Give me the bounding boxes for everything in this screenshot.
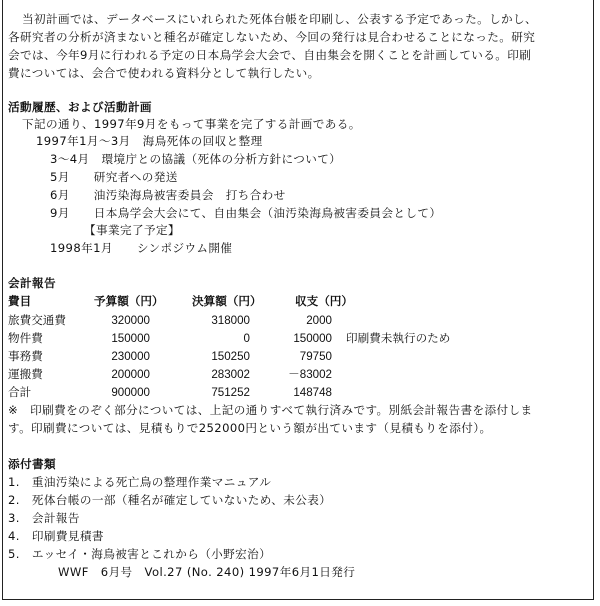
accounting-remark-2: す。印刷費については、見積もりで252000円という額が出ています（見積もりを添付）。 xyxy=(8,421,492,435)
table-cell-item: 運搬費 xyxy=(8,367,43,381)
table-cell-item: 合計 xyxy=(8,385,32,399)
table-cell-balance: 148748 xyxy=(293,386,332,399)
activity-item: 6月 油汚染海鳥被害委員会 打ち合わせ xyxy=(50,188,286,202)
table-cell-balance: 2000 xyxy=(306,314,332,327)
table-cell-item: 事務費 xyxy=(8,349,43,363)
activity-item: 1998年1月 シンポジウム開催 xyxy=(50,241,233,255)
table-cell-balance: 150000 xyxy=(293,332,332,345)
intro-line-2: 各研究者の分析が済まないと種名が確定しないため、今回の発行は見合わせることになった。研究 xyxy=(8,30,536,44)
activity-item: 3～4月 環境庁との協議（死体の分析方針について） xyxy=(50,152,342,166)
table-cell-budget: 150000 xyxy=(111,332,150,345)
activity-title: 活動履歴、および活動計画 xyxy=(8,100,152,114)
table-cell-actual: 0 xyxy=(243,332,250,345)
attachment-item: 3. 会計報告 xyxy=(8,511,80,525)
table-cell-item: 物件費 xyxy=(8,331,43,345)
attachments-title: 添付書類 xyxy=(8,457,56,471)
table-cell-item: 旅費交通費 xyxy=(8,313,66,327)
activity-lead: 下記の通り、1997年9月をもって事業を完了する計画である。 xyxy=(22,117,361,131)
accounting-remark-1: ※ 印刷費をのぞく部分については、上記の通りすべて執行済みです。別紙会計報告書を添付しま xyxy=(8,403,533,417)
activity-item: 5月 研究者への発送 xyxy=(50,170,178,184)
table-cell-balance: 79750 xyxy=(299,350,332,363)
table-cell-actual: 751252 xyxy=(211,386,250,399)
intro-line-3: 会では、今年9月に行われる予定の日本鳥学会大会で、自由集会を開くことを計画している。印刷 xyxy=(8,48,532,62)
table-header-balance: 収支（円） xyxy=(295,294,353,308)
table-cell-note: 印刷費未執行のため xyxy=(346,331,451,345)
table-header-actual: 決算額（円） xyxy=(192,294,262,308)
attachment-item: 5. エッセイ・海鳥被害とこれから（小野宏治） xyxy=(8,547,272,561)
table-cell-actual: 318000 xyxy=(211,314,250,327)
activity-item: 9月 日本鳥学会大会にて、自由集会（油汚染海鳥被害委員会として） xyxy=(50,206,442,220)
activity-item: 1997年1月～3月 海鳥死体の回収と整理 xyxy=(36,134,263,148)
table-cell-budget: 230000 xyxy=(111,350,150,363)
table-cell-budget: 200000 xyxy=(111,368,150,381)
table-cell-actual: 283002 xyxy=(211,368,250,381)
table-cell-budget: 320000 xyxy=(111,314,150,327)
table-header-budget: 予算額（円） xyxy=(94,294,164,308)
accounting-title: 会計報告 xyxy=(8,276,56,290)
intro-line-1: 当初計画では、データベースにいれられた死体台帳を印刷し、公表する予定であった。しかし、 xyxy=(22,12,538,26)
intro-line-4: 費については、会合で使われる資料分として執行したい。 xyxy=(8,66,320,80)
table-cell-budget: 900000 xyxy=(111,386,150,399)
activity-item: 【事業完了予定】 xyxy=(84,223,180,237)
table-cell-actual: 150250 xyxy=(211,350,250,363)
table-cell-balance: －83002 xyxy=(288,368,332,381)
attachment-item: 1. 重油汚染による死亡鳥の整理作業マニュアル xyxy=(8,475,272,489)
attachment-item: 4. 印刷費見積書 xyxy=(8,529,104,543)
table-header-item: 費目 xyxy=(8,294,32,308)
attachment-item: 2. 死体台帳の一部（種名が確定していないため、未公表） xyxy=(8,493,332,507)
attachment-footer: WWF 6月号 Vol.27 (No. 240) 1997年6月1日発行 xyxy=(58,565,356,579)
